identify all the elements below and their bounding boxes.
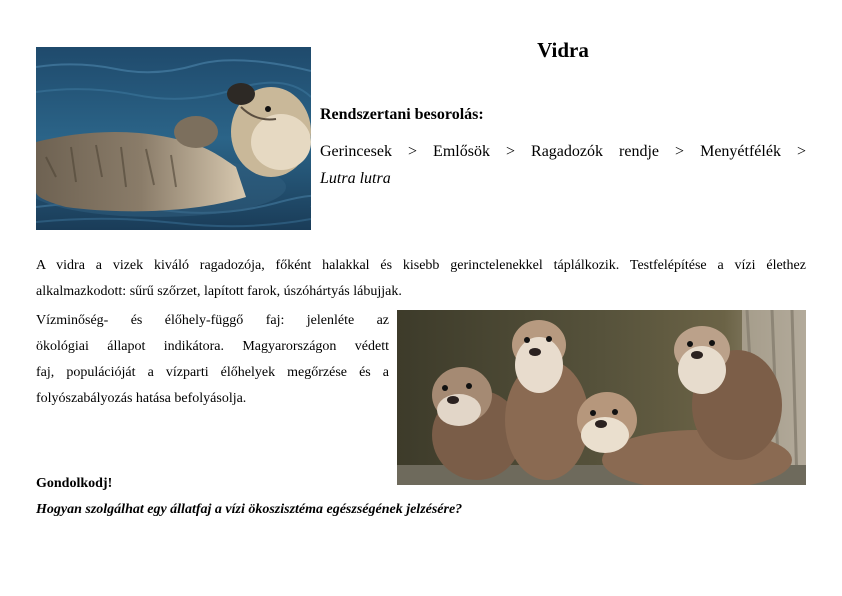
intro-line-1: A vidra a vizek kiváló ragadozója, főként halakkal és kisebb gerinctelenekkel táplálkozik. Testfelépítése a vízi élethez (36, 258, 806, 273)
otter-swimming-photo (36, 47, 311, 230)
indicator-paragraph (36, 308, 389, 412)
otter-group-photo (397, 310, 806, 485)
latin-name: Lutra lutra (320, 170, 391, 187)
page-title: Vidra (537, 38, 589, 62)
intro-paragraph (36, 253, 806, 305)
indicator-line-2: ökológiai állapot indikátora. Magyarországon védett (36, 339, 389, 354)
indicator-line-4: folyószabályozás hatása befolyásolja. (36, 391, 247, 406)
taxonomy-heading: Rendszertani besorolás: (320, 106, 484, 123)
indicator-line-3: faj, populációját a vízparti élőhelyek megőrzése és a (36, 365, 389, 380)
think-heading: Gondolkodj! (36, 476, 113, 491)
intro-line-2: alkalmazkodott: sűrű szőrzet, lapított farok, úszóhártyás lábujjak. (36, 284, 402, 299)
think-question: Hogyan szolgálhat egy állatfaj a vízi ökoszisztéma egészségének jelzésére? (36, 502, 463, 517)
taxonomy-line: Gerincesek > Emlősök > Ragadozók rendje > Menyétfélék > (320, 143, 806, 160)
indicator-line-1: Vízminőség- és élőhely-függő faj: jelenléte az (36, 313, 389, 328)
